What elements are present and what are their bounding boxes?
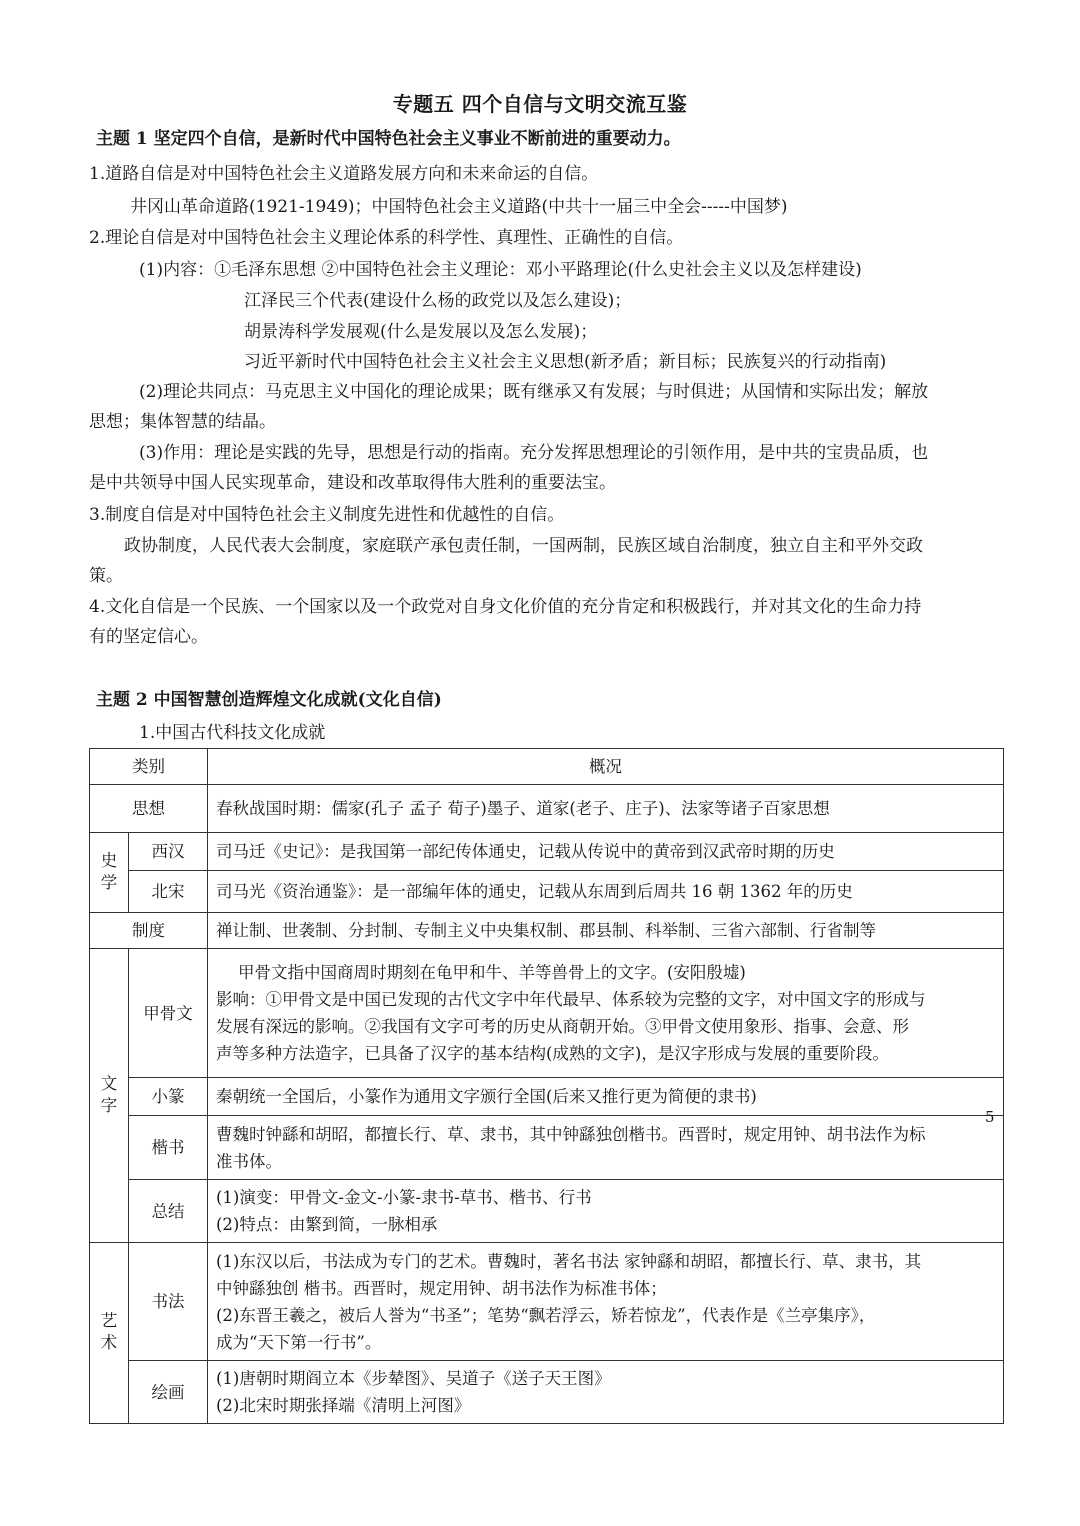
theory-role-line1: (3)作用：理论是实践的先导，思想是行动的指南。充分发挥思想理论的引领作用，是中共的宝贵品质，也 <box>139 443 929 463</box>
table-row <box>90 1180 1004 1243</box>
row-text-huihua <box>208 1361 1004 1424</box>
zongjie-line1: (1)演变：甲骨文-金文-小篆-隶书-草书、楷书、行书 <box>216 1188 592 1207</box>
row-label-xihan: 西汉 <box>129 833 208 871</box>
theme2-subheading: 1.中国古代科技文化成就 <box>139 723 326 743</box>
row-text-jiaguwen <box>208 949 1004 1078</box>
row-text-xihan: 司马迁《史记》：是我国第一部纪传体通史，记载从传说中的黄帝到汉武帝时期的历史 <box>208 833 1004 871</box>
row-text-xiaozhuan: 秦朝统一全国后，小篆作为通用文字颁行全国(后来又推行更为简便的隶书) <box>208 1078 1004 1116</box>
header-overview: 概况 <box>208 749 1004 785</box>
table-row <box>90 871 1004 913</box>
table-row <box>90 949 1004 1078</box>
row-label-kaishu: 楷书 <box>129 1116 208 1180</box>
table-row <box>90 913 1004 949</box>
table-header-row <box>90 749 1004 785</box>
theory-xi: 习近平新时代中国特色社会主义社会主义思想(新矛盾；新目标；民族复兴的行动指南) <box>244 352 887 372</box>
theory-hu: 胡景涛科学发展观(什么是发展以及怎么发展)； <box>244 322 598 342</box>
row-label-xiaozhuan: 小篆 <box>129 1078 208 1116</box>
row-label-sixiang: 思想 <box>90 785 208 833</box>
jiaguwen-line2: 影响：①甲骨文是中国已发现的古代文字中年代最早、体系较为完整的文字，对中国文字的形成与 <box>216 990 926 1009</box>
zongjie-line2: (2)特点：由繁到简，一脉相承 <box>216 1215 438 1234</box>
culture-confidence-line1: 4.文化自信是一个民族、一个国家以及一个政党对自身文化价值的充分肯定和积极践行，并对其文化的生命力持 <box>89 597 922 617</box>
row-label-zongjie: 总结 <box>129 1180 208 1243</box>
row-text-beisong: 司马光《资治通鉴》：是一部编年体的通史，记载从东周到后周共 16 朝 1362 年的历史 <box>208 871 1004 913</box>
theory-common-line1: (2)理论共同点：马克思主义中国化的理论成果；既有继承又有发展；与时俱进；从国情和实际出发；解放 <box>139 382 929 402</box>
row-label-jiaguwen: 甲骨文 <box>129 949 208 1078</box>
shufa-line1: (1)东汉以后，书法成为专门的艺术。曹魏时，著名书法 家钟繇和胡昭，都擅长行、草、隶书，其 <box>216 1251 922 1271</box>
system-confidence: 3.制度自信是对中国特色社会主义制度先进性和优越性的自信。 <box>89 505 565 525</box>
road-confidence: 1.道路自信是对中国特色社会主义道路发展方向和未来命运的自信。 <box>89 164 599 184</box>
theory-jiang: 江泽民三个代表(建设什么杨的政党以及怎么建设)； <box>244 291 632 311</box>
table-row <box>90 1243 1004 1361</box>
row-label-huihua: 绘画 <box>129 1361 208 1424</box>
system-detail-line2: 策。 <box>89 566 123 586</box>
theory-role-line2: 是中共领导中国人民实现革命，建设和改革取得伟大胜利的重要法宝。 <box>89 473 616 493</box>
table-row <box>90 833 1004 871</box>
shufa-line3: (2)东晋王羲之，被后人誉为“书圣”；笔势“飘若浮云，矫若惊龙”，代表作是《兰亭集序》， <box>216 1305 876 1325</box>
row-label-beisong: 北宋 <box>129 871 208 913</box>
huihua-line1: (1)唐朝时期阎立本《步辇图》、吴道子《送子天王图》 <box>216 1369 611 1388</box>
page-title: 专题五 四个自信与文明交流互鉴 <box>392 92 688 116</box>
jiaguwen-line4: 声等多种方法造字，已具备了汉字的基本结构(成熟的文字)，是汉字形成与发展的重要阶段。 <box>216 1044 889 1063</box>
theory-common-line2: 思想；集体智慧的结晶。 <box>89 412 276 432</box>
culture-confidence-line2: 有的坚定信心。 <box>89 627 208 647</box>
row-label-zhidu: 制度 <box>90 913 208 949</box>
kaishu-line1: 曹魏时钟繇和胡昭，都擅长行、草、隶书，其中钟繇独创楷书。西晋时，规定用钟、胡书法作为标 <box>216 1124 926 1144</box>
row-text-zhidu: 禅让制、世袭制、分封制、专制主义中央集权制、郡县制、科举制、三省六部制、行省制等 <box>208 913 1004 949</box>
huihua-line2: (2)北宋时期张择端《清明上河图》 <box>216 1396 471 1415</box>
group-wenzi: 文字 <box>90 949 129 1243</box>
theory-content: (1)内容：①毛泽东思想 ②中国特色社会主义理论：邓小平路理论(什么史社会主义以及怎样建设) <box>139 260 862 280</box>
table-row <box>90 1078 1004 1116</box>
shufa-line2: 中钟繇独创 楷书。西晋时，规定用钟、胡书法作为标准书体； <box>216 1278 667 1298</box>
jiaguwen-line3: 发展有深远的影响。②我国有文字可考的历史从商朝开始。③甲骨文使用象形、指事、会意、形 <box>216 1017 909 1036</box>
table-row <box>90 1116 1004 1180</box>
row-text-shufa <box>208 1243 1004 1361</box>
group-shixue: 史学 <box>90 833 129 913</box>
row-label-shufa: 书法 <box>129 1243 208 1361</box>
row-text-kaishu <box>208 1116 1004 1180</box>
row-text-sixiang: 春秋战国时期：儒家(孔子 孟子 荀子)墨子、道家(老子、庄子)、法家等诸子百家思想 <box>208 785 1004 833</box>
jiaguwen-line1: 甲骨文指中国商周时期刻在龟甲和牛、羊等兽骨上的文字。(安阳殷墟) <box>238 963 746 982</box>
row-text-zongjie <box>208 1180 1004 1243</box>
header-category: 类别 <box>90 749 208 785</box>
road-confidence-detail: 井冈山革命道路(1921-1949)；中国特色社会主义道路(中共十一届三中全会-----中国梦) <box>130 197 788 217</box>
group-yishu: 艺术 <box>90 1243 129 1424</box>
theme1-heading: 主题 1 坚定四个自信，是新时代中国特色社会主义事业不断前进的重要动力。 <box>96 129 681 149</box>
system-detail-line1: 政协制度，人民代表大会制度，家庭联产承包责任制，一国两制，民族区域自治制度，独立自主和平外交政 <box>124 536 923 556</box>
page-number: 5 <box>985 1108 995 1126</box>
theory-confidence: 2.理论自信是对中国特色社会主义理论体系的科学性、真理性、正确性的自信。 <box>89 228 684 248</box>
table-row <box>90 1361 1004 1424</box>
table-row <box>90 785 1004 833</box>
culture-achievements-table <box>89 748 1004 1424</box>
theme2-heading: 主题 2 中国智慧创造辉煌文化成就(文化自信) <box>96 690 442 710</box>
shufa-line4: 成为“天下第一行书”。 <box>216 1332 382 1352</box>
kaishu-line2: 准书体。 <box>216 1151 282 1171</box>
